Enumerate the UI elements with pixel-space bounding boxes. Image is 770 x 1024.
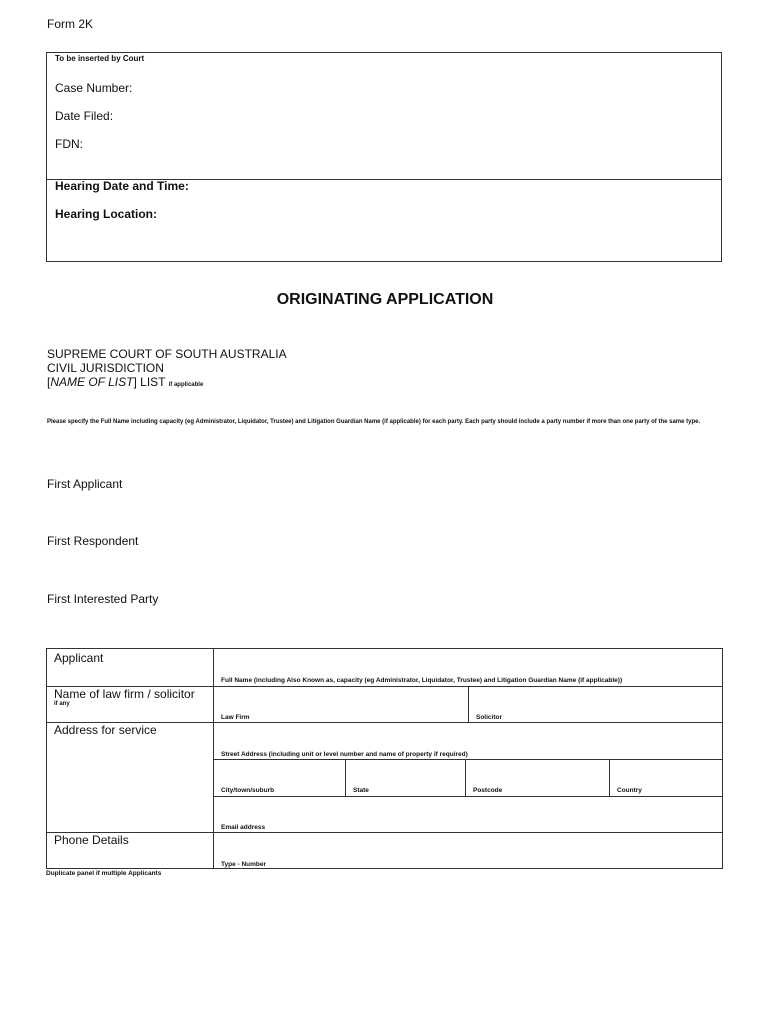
panel-row-divider [47,832,722,833]
law-firm-note: if any [54,701,70,707]
panel-row-divider [213,759,722,760]
country-field[interactable]: Country [617,787,642,794]
fdn-field: FDN: [55,137,83,151]
jurisdiction-line: CIVIL JURISDICTION [47,361,164,375]
law-firm-field[interactable]: Law Firm [221,714,250,721]
party-first-applicant: First Applicant [47,477,123,491]
case-number-field: Case Number: [55,81,133,95]
list-bracket-open: [ [47,375,51,389]
solicitor-field[interactable]: Solicitor [476,714,503,721]
phone-field[interactable]: Type - Number [221,861,267,868]
duplicate-panel-note: Duplicate panel if multiple Applicants [46,870,162,877]
court-use-box [46,52,722,262]
court-name-line: SUPREME COURT OF SOUTH AUSTRALIA [47,347,287,361]
law-firm-label: Name of law firm / solicitor [54,687,195,701]
list-line [47,375,287,392]
applicant-label: Applicant [54,651,104,665]
panel-cell-divider [468,686,469,722]
city-field[interactable]: City/town/suburb [221,787,275,794]
list-note: if applicable [168,382,204,388]
hearing-date-time-field: Hearing Date and Time: [55,179,189,193]
state-field[interactable]: State [353,787,369,794]
court-box-heading: To be inserted by Court [55,54,145,63]
court-heading [47,347,287,392]
email-field[interactable]: Email address [221,824,266,831]
panel-cell-divider [345,759,346,796]
form-number: Form 2K [47,17,94,31]
postcode-field[interactable]: Postcode [473,787,503,794]
street-address-field[interactable]: Street Address (including unit or level number and name of property if required) [221,751,468,758]
phone-details-label: Phone Details [54,833,129,847]
full-name-field[interactable]: Full Name (including Also Known as, capacity (eg Administrator, Liquidator, Trustee) and Litigation Guardian Name (if applicable)) [221,677,623,684]
party-first-respondent: First Respondent [47,534,139,548]
panel-row-divider [213,796,722,797]
applicant-details-panel [46,648,723,869]
list-name: NAME OF LIST [50,375,134,389]
party-first-interested-party: First Interested Party [47,592,159,606]
document-title: ORIGINATING APPLICATION [276,291,494,308]
panel-cell-divider [609,759,610,796]
party-instruction: Please specify the Full Name including capacity (eg Administrator, Liquidator, Trustee) and Litigation Guardian Name (if applicable) for each party. Each party should include a party number if more than one party of the same type. [47,419,701,425]
hearing-location-field: Hearing Location: [55,207,158,221]
panel-cell-divider [465,759,466,796]
date-filed-field: Date Filed: [55,109,114,123]
address-for-service-label: Address for service [54,723,157,737]
list-bracket-close: ] LIST [133,375,166,389]
